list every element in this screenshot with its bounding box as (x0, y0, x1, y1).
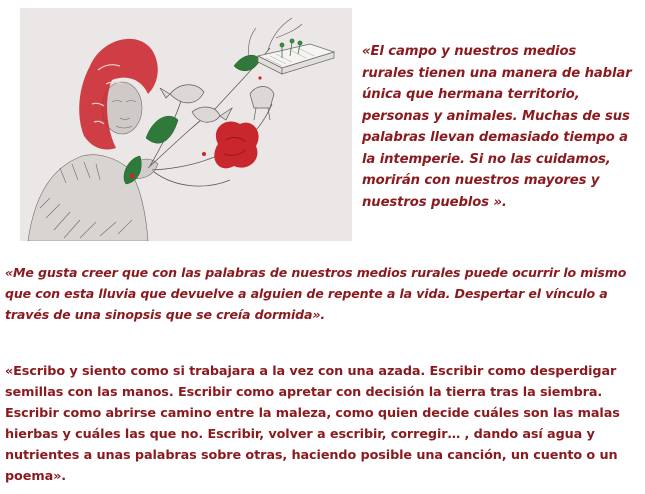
quote-second: «Me gusta creer que con las palabras de nuestros medios rurales puede ocurrir lo mismo que con esta lluvia que devuelve a alguien de repente a la vida. Despertar el vínculo a través de una sinopsis que se creía dormida». (5, 265, 627, 322)
illustration-svg (20, 8, 352, 241)
quote-third: «Escribo y siento como si trabajara a la vez con una azada. Escribir como desperdigar semillas con las manos. Escribir como apretar con decisión la tierra tras la siembra. Escribir como abrirse camino entre la maleza, como quien decide cuáles son las malas hierbas y cuáles las que no. Escribir, volver a escribir, corregir… , dando así agua y nutrientes a unas palabras sobre otras, haciendo posible una canción, un cuento o un poema». (5, 364, 620, 484)
red-flower (214, 121, 258, 168)
quote-side: «El campo y nuestros medios rurales tienen una manera de hablar única que hermana territorio, personas y animales. Muchas de sus palabras llevan demasiado tiempo a la intemperie. Si no las cuidamos, morirán con nuestros mayores y nuestros pueblos ». (362, 44, 632, 210)
illustration-woman-with-flowers (20, 8, 352, 241)
